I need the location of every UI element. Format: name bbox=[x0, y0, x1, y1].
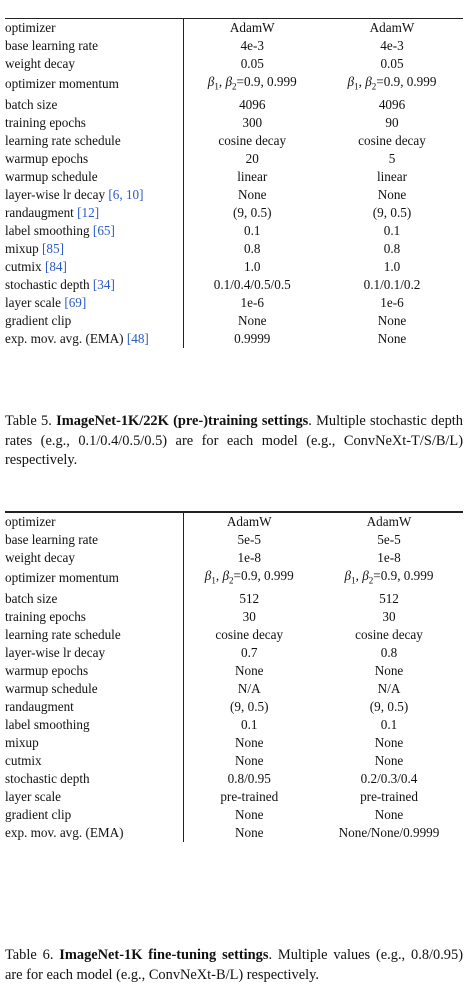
row-value-2: None bbox=[374, 752, 404, 768]
row-value-2: 0.8 bbox=[380, 644, 398, 660]
row-key: stochastic depth bbox=[5, 770, 90, 786]
row-key: batch size bbox=[5, 590, 58, 606]
citation-link[interactable]: [12] bbox=[77, 204, 100, 220]
citation-link[interactable]: [6, 10] bbox=[108, 186, 144, 202]
table-row bbox=[5, 55, 463, 73]
row-value-1: 0.8/0.95 bbox=[183, 770, 315, 788]
table-row bbox=[5, 567, 463, 590]
citation-link[interactable]: [34] bbox=[92, 276, 115, 292]
row-value-1: 4096 bbox=[183, 96, 321, 114]
row-value-1: 0.1 bbox=[183, 222, 321, 240]
row-value-2: 1.0 bbox=[383, 258, 401, 274]
row-key: optimizer bbox=[5, 513, 183, 532]
table-row bbox=[5, 240, 463, 258]
row-value-1: cosine decay bbox=[183, 626, 315, 644]
table-row bbox=[5, 662, 463, 680]
row-value-2: linear bbox=[376, 168, 408, 184]
citation-link[interactable]: [85] bbox=[42, 240, 64, 256]
row-value-2: 0.05 bbox=[380, 56, 404, 71]
row-key: warmup epochs bbox=[5, 662, 89, 678]
table-row bbox=[5, 37, 463, 55]
row-value-1: (9, 0.5) bbox=[183, 204, 321, 222]
row-value-2: None bbox=[374, 806, 404, 822]
row-key: learning rate schedule bbox=[5, 132, 121, 148]
row-value-2: 1e-6 bbox=[380, 294, 404, 310]
row-value-2: 0.1/0.1/0.2 bbox=[363, 276, 421, 292]
table-row bbox=[5, 531, 463, 549]
row-value-1: 5e-5 bbox=[183, 531, 315, 549]
row-key: gradient clip bbox=[5, 312, 72, 328]
row-key: optimizer momentum bbox=[5, 76, 119, 92]
table-row bbox=[5, 276, 463, 294]
row-key: learning rate schedule bbox=[5, 626, 121, 642]
row-key: randaugment [12] bbox=[5, 204, 100, 220]
row-value-1: None bbox=[183, 824, 315, 842]
row-key: warmup schedule bbox=[5, 168, 98, 184]
row-value-1: None bbox=[183, 734, 315, 752]
row-value-1: 1e-6 bbox=[183, 294, 321, 312]
table-row bbox=[5, 716, 463, 734]
table-row bbox=[5, 513, 463, 532]
row-key: warmup epochs bbox=[5, 150, 89, 166]
row-key: label smoothing [65] bbox=[5, 222, 115, 238]
table-row bbox=[5, 806, 463, 824]
row-value-1: None bbox=[183, 312, 321, 330]
row-key: exp. mov. avg. (EMA) [48] bbox=[5, 330, 149, 346]
row-value-1: (9, 0.5) bbox=[183, 698, 315, 716]
table-row bbox=[5, 222, 463, 240]
table-5 bbox=[5, 18, 463, 348]
row-key: weight decay bbox=[5, 56, 75, 71]
row-key: warmup schedule bbox=[5, 680, 98, 696]
table-row bbox=[5, 294, 463, 312]
row-key: optimizer bbox=[5, 19, 183, 38]
row-value-2: None bbox=[374, 662, 404, 678]
row-value-2: (9, 0.5) bbox=[372, 204, 412, 220]
row-value-2: 4096 bbox=[378, 96, 406, 112]
table5-caption: Table 5. ImageNet-1K/22K (pre-)training settings. Multiple stochastic depth rates (e.g., 0.1/0.4/0.5/0.5) are for each model (e.g., ConvNeXt-T/S/B/L) respectively. bbox=[5, 413, 463, 468]
row-value-2: (9, 0.5) bbox=[369, 698, 409, 714]
row-value-1: cosine decay bbox=[183, 132, 321, 150]
row-key: base learning rate bbox=[5, 532, 98, 547]
table-row bbox=[5, 258, 463, 276]
table-row bbox=[5, 626, 463, 644]
row-key: exp. mov. avg. (EMA) bbox=[5, 824, 124, 840]
table-row bbox=[5, 734, 463, 752]
citation-link[interactable]: [69] bbox=[64, 294, 87, 310]
row-key: cutmix [84] bbox=[5, 258, 67, 274]
row-value-2: None bbox=[377, 186, 407, 202]
row-key: training epochs bbox=[5, 114, 86, 130]
row-value-2: 1e-8 bbox=[377, 550, 401, 565]
row-value-1: 0.05 bbox=[183, 55, 321, 73]
table-row bbox=[5, 698, 463, 716]
row-key: layer scale [69] bbox=[5, 294, 87, 310]
row-key: mixup [85] bbox=[5, 240, 64, 256]
row-value-1: 20 bbox=[183, 150, 321, 168]
row-value-2: 0.2/0.3/0.4 bbox=[360, 770, 418, 786]
table6-caption: Table 6. ImageNet-1K fine-tuning settings. Multiple values (e.g., 0.8/0.95) are for each model (e.g., ConvNeXt-B/L) respectively. bbox=[5, 947, 463, 983]
row-key: optimizer momentum bbox=[5, 570, 119, 586]
row-value-1: None bbox=[183, 662, 315, 680]
table-row bbox=[5, 680, 463, 698]
table-row bbox=[5, 150, 463, 168]
row-key: cutmix bbox=[5, 752, 42, 768]
row-value-2: AdamW bbox=[321, 19, 463, 38]
row-value-2: $\beta_1$, $\beta_2=0.9$, 0.999 bbox=[344, 568, 434, 586]
table5-body bbox=[5, 19, 463, 348]
row-key: batch size bbox=[5, 96, 58, 112]
row-key: training epochs bbox=[5, 608, 86, 624]
row-value-1: 1e-8 bbox=[183, 549, 315, 567]
row-value-2: 5 bbox=[388, 150, 396, 166]
row-value-1: 0.9999 bbox=[183, 330, 321, 348]
row-value-2: 512 bbox=[379, 590, 399, 606]
table-row bbox=[5, 770, 463, 788]
row-value-2: None bbox=[377, 330, 407, 346]
table-row bbox=[5, 132, 463, 150]
row-value-1: 30 bbox=[183, 608, 315, 626]
row-value-1: 512 bbox=[183, 590, 315, 608]
row-value-2: 5e-5 bbox=[377, 532, 401, 547]
row-value-1: 300 bbox=[183, 114, 321, 132]
row-value-1: 0.8 bbox=[183, 240, 321, 258]
row-value-2: $\beta_1$, $\beta_2=0.9$, 0.999 bbox=[347, 74, 437, 92]
table-row bbox=[5, 590, 463, 608]
row-key: label smoothing bbox=[5, 716, 90, 732]
row-value-1: pre-trained bbox=[183, 788, 315, 806]
row-value-2: 0.1 bbox=[380, 716, 398, 732]
row-key: layer scale bbox=[5, 788, 62, 804]
row-key: randaugment bbox=[5, 698, 74, 714]
table-row bbox=[5, 186, 463, 204]
table-row bbox=[5, 204, 463, 222]
row-value-1: AdamW bbox=[183, 19, 321, 38]
row-value-2: 4e-3 bbox=[380, 38, 404, 53]
row-value-2: cosine decay bbox=[355, 626, 423, 642]
row-value-1: AdamW bbox=[183, 513, 315, 532]
row-key: stochastic depth [34] bbox=[5, 276, 115, 292]
row-value-1: None bbox=[183, 806, 315, 824]
row-value-1: $\beta_1$, $\beta_2=0.9$, 0.999 bbox=[183, 567, 315, 590]
table-row bbox=[5, 114, 463, 132]
table-row bbox=[5, 644, 463, 662]
table-row bbox=[5, 312, 463, 330]
row-key: layer-wise lr decay [6, 10] bbox=[5, 186, 144, 202]
table-row bbox=[5, 549, 463, 567]
citation-link[interactable]: [65] bbox=[92, 222, 115, 238]
table-row bbox=[5, 168, 463, 186]
row-value-2: AdamW bbox=[315, 513, 463, 532]
table-row bbox=[5, 19, 463, 38]
row-value-2: None bbox=[377, 312, 407, 328]
citation-link[interactable]: [84] bbox=[44, 258, 67, 274]
table-6 bbox=[5, 511, 463, 842]
table-row bbox=[5, 330, 463, 348]
row-value-2: None/None/0.9999 bbox=[338, 824, 440, 840]
row-value-2: N/A bbox=[377, 680, 401, 696]
table-row bbox=[5, 96, 463, 114]
row-value-1: N/A bbox=[183, 680, 315, 698]
table-row bbox=[5, 788, 463, 806]
row-key: weight decay bbox=[5, 550, 75, 565]
row-value-2: pre-trained bbox=[360, 788, 418, 804]
row-value-1: 1.0 bbox=[183, 258, 321, 276]
row-key: mixup bbox=[5, 734, 39, 750]
table6-body bbox=[5, 513, 463, 842]
citation-link[interactable]: [48] bbox=[126, 330, 149, 346]
row-key: base learning rate bbox=[5, 38, 98, 53]
row-key: layer-wise lr decay bbox=[5, 644, 106, 660]
row-value-1: linear bbox=[183, 168, 321, 186]
row-value-2: 30 bbox=[382, 608, 396, 624]
row-value-1: None bbox=[183, 186, 321, 204]
row-value-2: None bbox=[374, 734, 404, 750]
row-value-1: 4e-3 bbox=[183, 37, 321, 55]
row-key: gradient clip bbox=[5, 806, 72, 822]
table-row bbox=[5, 824, 463, 842]
row-value-2: 0.1 bbox=[383, 222, 401, 238]
row-value-1: 0.7 bbox=[183, 644, 315, 662]
row-value-1: $\beta_1$, $\beta_2=0.9$, 0.999 bbox=[183, 73, 321, 96]
row-value-1: 0.1/0.4/0.5/0.5 bbox=[183, 276, 321, 294]
table-row bbox=[5, 73, 463, 96]
row-value-2: cosine decay bbox=[358, 132, 426, 148]
row-value-2: 90 bbox=[385, 114, 399, 130]
row-value-2: 0.8 bbox=[383, 240, 401, 256]
table-row bbox=[5, 608, 463, 626]
row-value-1: None bbox=[183, 752, 315, 770]
row-value-1: 0.1 bbox=[183, 716, 315, 734]
table-row bbox=[5, 752, 463, 770]
